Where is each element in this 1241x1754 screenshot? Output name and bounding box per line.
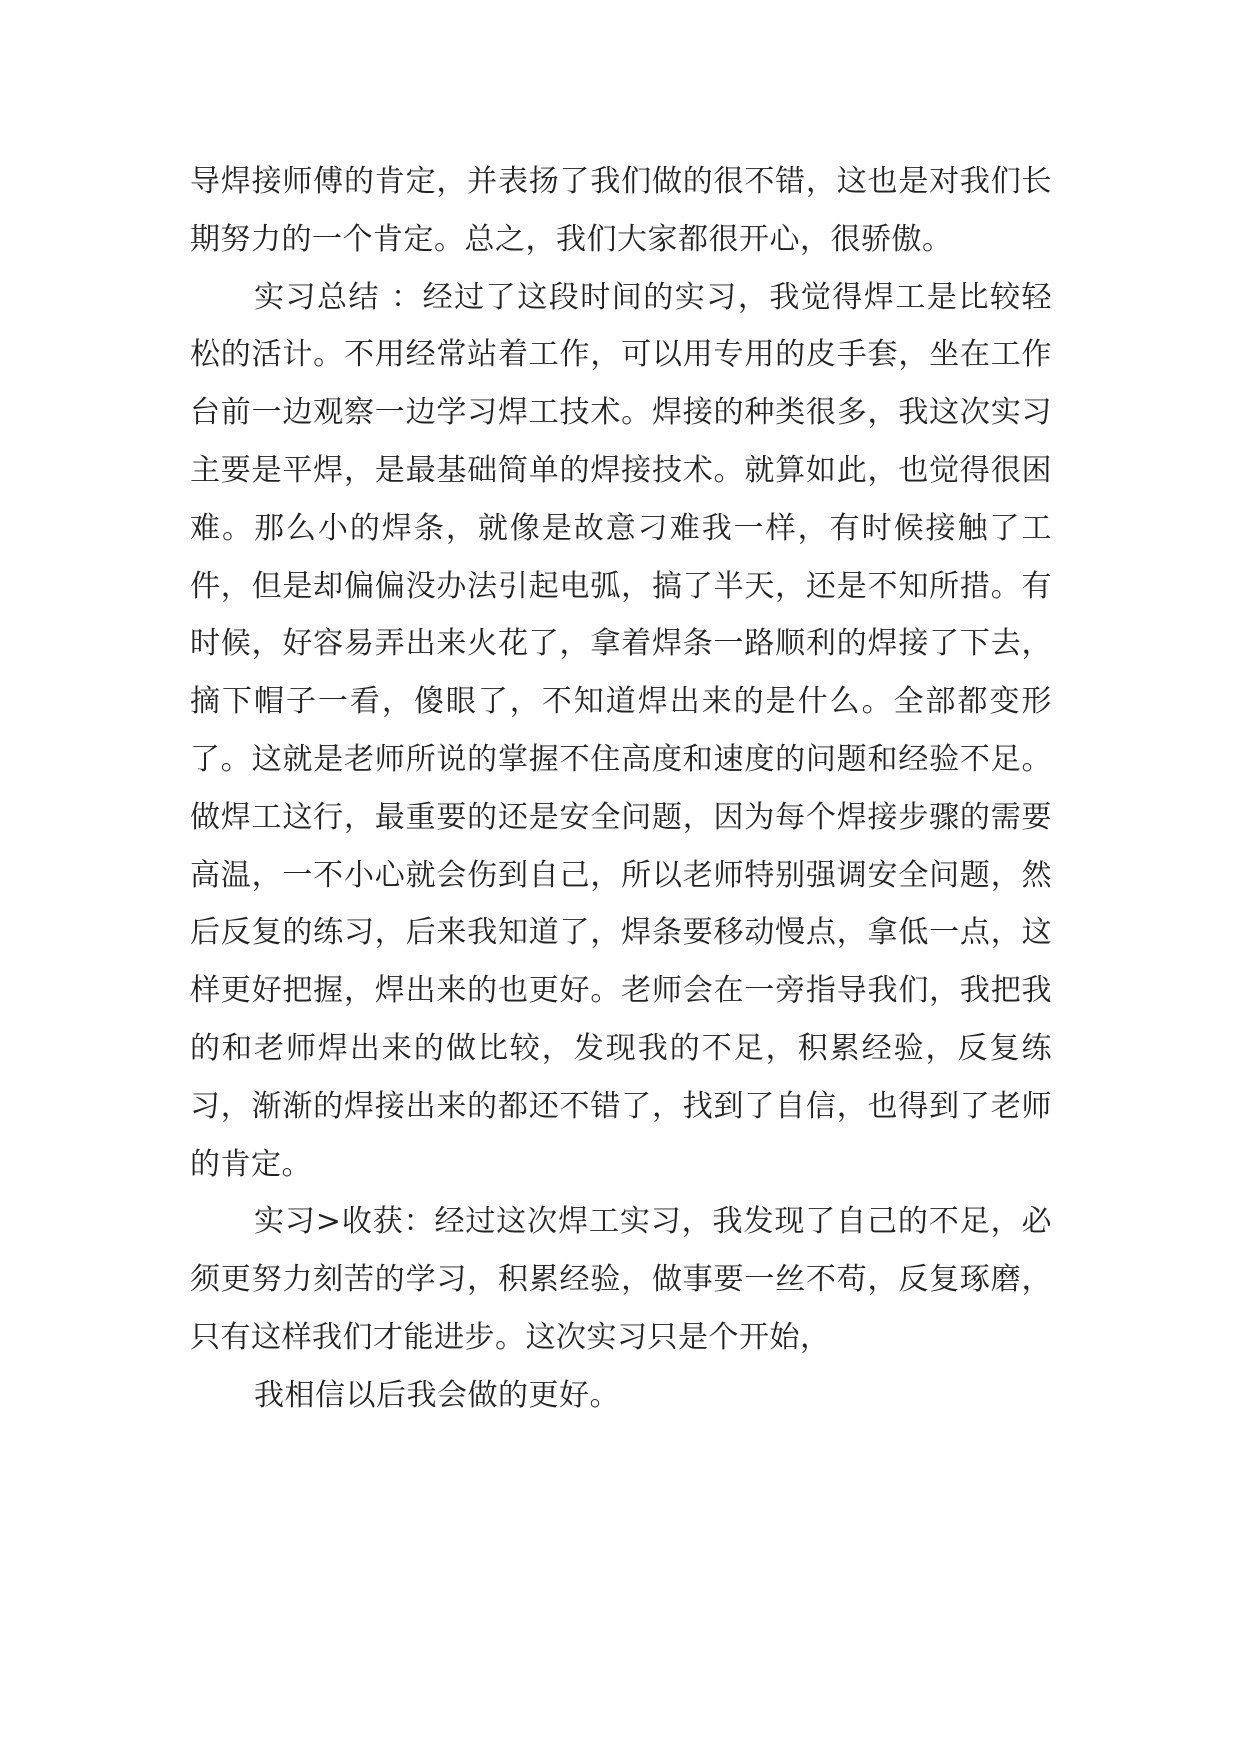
paragraph-closing: 我相信以后我会做的更好。 xyxy=(254,1377,620,1413)
paragraph-internship-gains: 实习>收获：经过这次焊工实习，我发现了自己的不足，必须更努力刻苦的学习，积累经验，做事要一丝不苟，反复琢磨，只有这样我们才能进步。这次实习只是个开始， xyxy=(190,1204,1052,1355)
paragraph-internship-summary: 实习总结 ：经过了这段时间的实习，我觉得焊工是比较轻松的活计。不用经常站着工作，可以用专用的皮手套，坐在工作台前一边观察一边学习焊工技术。焊接的种类很多，我这次实习主要是平焊，是最基础简单的焊接技术。就算如此，也觉得很困难。那么小的焊条，就像是故意刁难我一样，有时候接触了工件，但是却偏偏没办法引起电弧，搞了半天，还是不知所措。有时候，好容易弄出来火花了，拿着焊条一路顺利的焊接了下去，摘下帽子一看，傻眼了，不知道焊出来的是什么。全部都变形了。这就是老师所说的掌握不住高度和速度的问题和经验不足。做焊工这行，最重要的还是安全问题，因为每个焊接步骤的需要高温，一不小心就会伤到自己，所以老师特别强调安全问题，然后反复的练习，后来我知道了，焊条要移动慢点，拿低一点，这样更好把握，焊出来的也更好。老师会在一旁指导我们，我把我的和老师焊出来的做比较，发现我的不足，积累经验，反复练习，渐渐的焊接出来的都还不错了，找到了自信，也得到了老师的肯定。 xyxy=(190,279,1052,1182)
document-body xyxy=(190,153,1052,1425)
paragraph-continuation: 导焊接师傅的肯定，并表扬了我们做的很不错，这也是对我们长期努力的一个肯定。总之，我们大家都很开心，很骄傲。 xyxy=(190,164,1052,257)
